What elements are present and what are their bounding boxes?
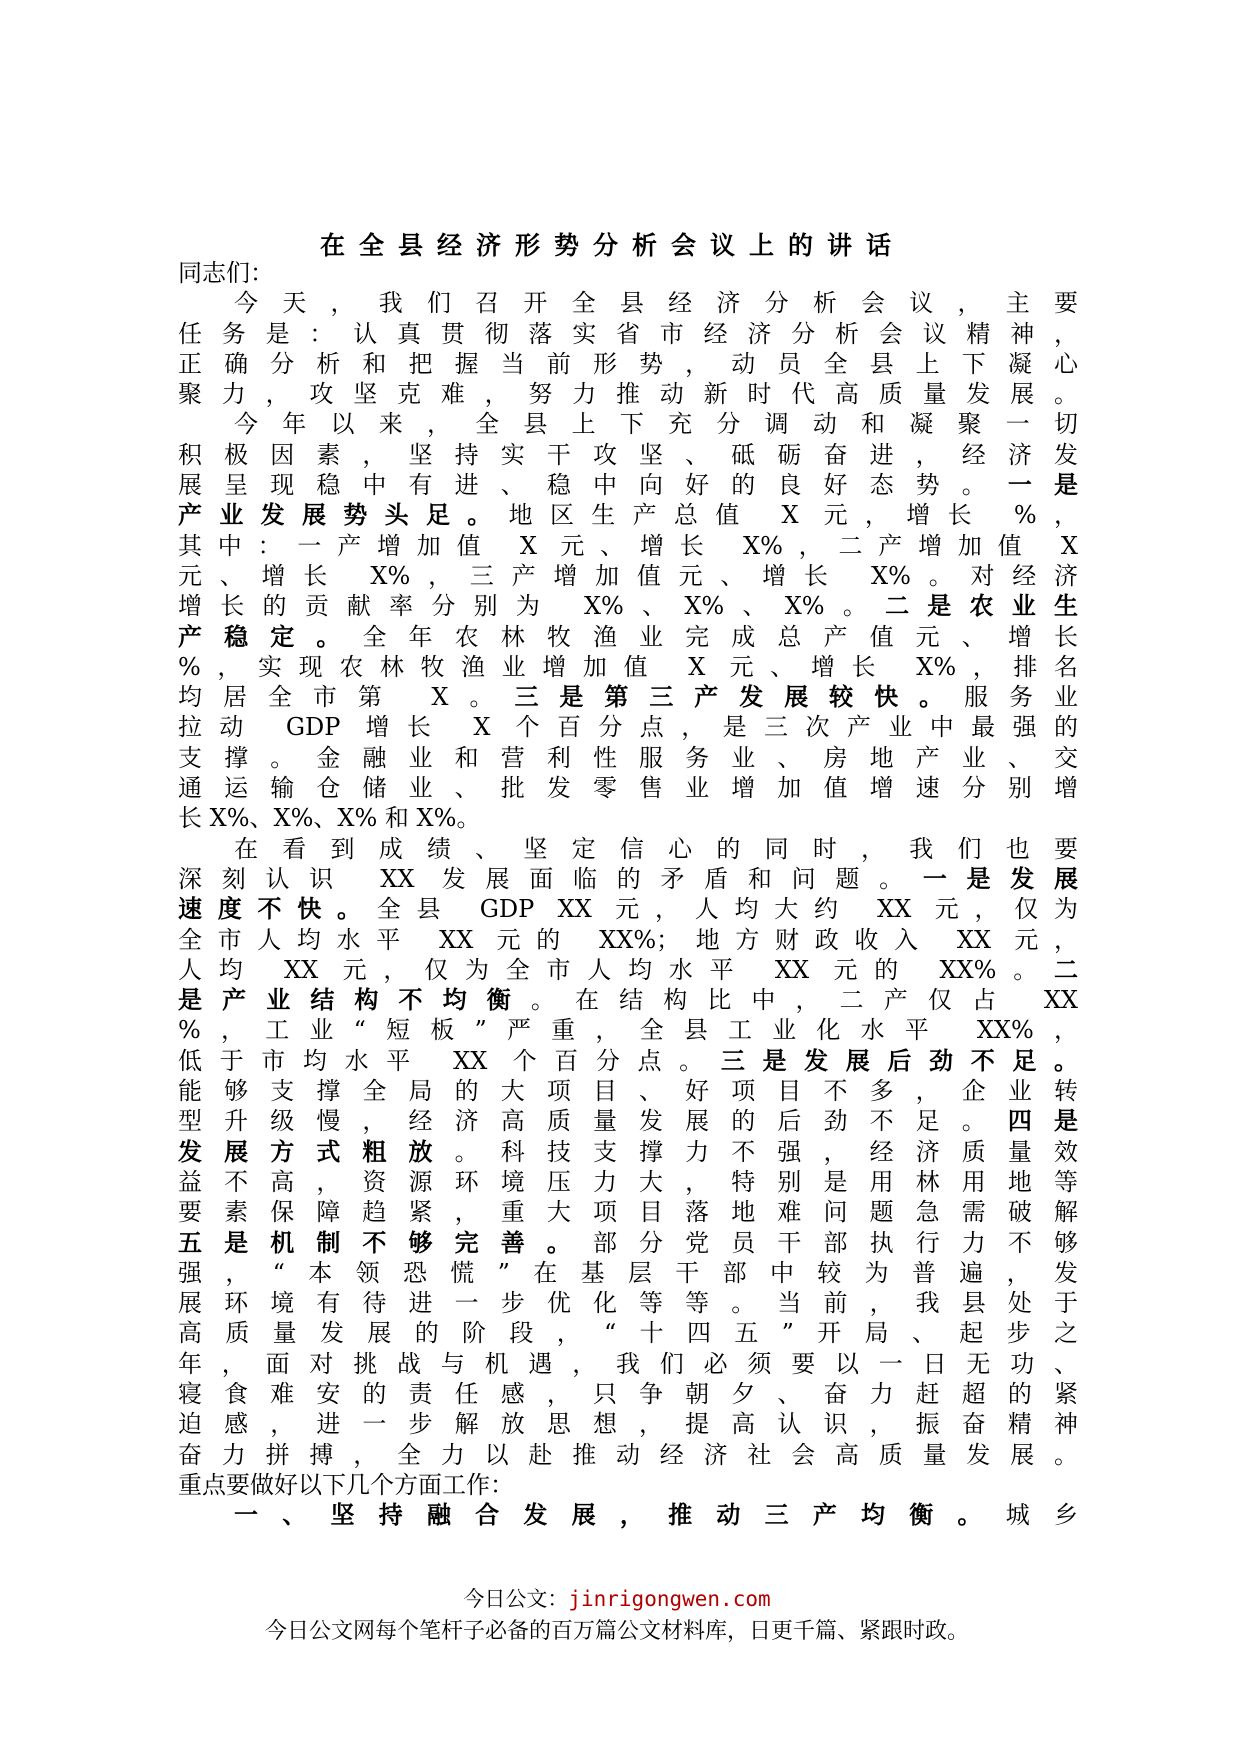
bold-text-segment: 五是机制不够完善。	[178, 1227, 593, 1257]
body-line	[178, 652, 1078, 682]
text-segment: 在看到成绩、坚定信心的同时，我们也要	[234, 834, 1078, 863]
body-line	[178, 1349, 1078, 1379]
text-segment: 拉动 GDP 增长 X 个百分点，是三次产业中最强的	[178, 713, 1078, 742]
text-segment: 元、增长 X%，三产增加值元、增长 X%。对经济	[178, 561, 1078, 590]
body-line	[178, 319, 1078, 349]
text-segment: 。科技支撑力不强，经济质量效	[454, 1137, 1078, 1166]
body-line	[178, 1318, 1078, 1348]
body-line	[178, 803, 1078, 833]
body-line	[178, 1106, 1078, 1136]
text-segment: 通运输仓储业、批发零售业增加值增速分别增	[178, 774, 1078, 803]
document-title: 在全县经济形势分析会议上的讲话	[320, 231, 906, 260]
body-line	[178, 561, 1078, 591]
text-segment: 地区生产总值 X 元，增长 %，	[508, 501, 1078, 530]
body-line	[178, 1137, 1078, 1167]
body-line	[178, 1409, 1078, 1439]
text-segment: 展呈现稳中有进、稳中向好的良好态势。	[178, 471, 1008, 500]
body-line	[178, 622, 1078, 652]
text-segment: 益不高，资源环境压力大，特别是用林用地等	[178, 1167, 1078, 1196]
body-line	[178, 1015, 1078, 1045]
bold-text-segment: 发展方式粗放	[178, 1136, 455, 1166]
bold-text-segment: 一是发展	[922, 863, 1078, 893]
text-segment: 聚力，攻坚克难，努力推动新时代高质量发展。	[178, 380, 1078, 409]
text-segment: 正确分析和把握当前形势，动员全县上下凝心	[178, 349, 1078, 378]
body-line	[178, 1470, 1078, 1500]
text-segment: 积极因素，坚持实干攻坚、砥砺奋进，经济发	[178, 440, 1078, 469]
text-segment: 今天，我们召开全县经济分析会议，主要	[234, 289, 1078, 318]
body-line	[178, 682, 1078, 712]
bold-text-segment: 三是第三产发展较快。	[514, 682, 965, 712]
bold-text-segment: 三是发展后劲不足。	[720, 1045, 1078, 1075]
text-segment: 寝食难安的责任感，只争朝夕、奋力赶超的紧	[178, 1379, 1078, 1408]
text-segment: 长 X%、X%、X% 和 X%。	[178, 804, 481, 833]
body-line	[178, 1288, 1078, 1318]
body-line	[178, 1076, 1078, 1106]
text-segment: 服务业	[964, 683, 1078, 712]
text-segment: 展环境有待进一步优化等等。当前，我县处于	[178, 1289, 1078, 1318]
body-line	[178, 1167, 1078, 1197]
body-line	[178, 500, 1078, 530]
text-segment: 全县 GDP XX 元，人均大约 XX 元，仅为	[376, 895, 1078, 924]
bold-text-segment: 四是	[1007, 1106, 1078, 1136]
text-segment: 。在结构比中，二产仅占 XX	[530, 986, 1078, 1015]
bold-text-segment: 产稳定。	[178, 621, 363, 651]
body-line	[178, 894, 1078, 924]
bold-text-segment: 产业发展势头足。	[178, 500, 509, 530]
bold-text-segment: 二	[1054, 954, 1078, 984]
text-segment: %，实现农林牧渔业增加值 X 元、增长 X%，排名	[178, 652, 1078, 681]
bold-text-segment: 一、坚持融合发展，推动三产均衡。	[234, 1500, 1006, 1530]
body-line	[178, 1379, 1078, 1409]
body-line	[178, 349, 1078, 379]
text-segment: 均居全市第 X。	[178, 683, 515, 712]
text-segment: 奋力拼搏，全力以赴推动经济社会高质量发展。	[178, 1440, 1078, 1469]
body-line	[178, 531, 1078, 561]
text-segment: 要素保障趋紧，重大项目落地难问题急需破解	[178, 1198, 1078, 1227]
text-segment: 人均 XX 元，仅为全市人均水平 XX 元的 XX%。	[178, 955, 1054, 984]
text-segment: %，工业“短板”严重，全县工业化水平 XX%，	[178, 1016, 1078, 1045]
document-body	[178, 258, 1078, 1530]
body-line	[178, 379, 1078, 409]
body-line	[178, 258, 1078, 288]
bold-text-segment: 是产业结构不均衡	[178, 985, 531, 1015]
body-line	[178, 409, 1078, 439]
text-segment: 年，面对挑战与机遇，我们必须要以一日无功、	[178, 1349, 1078, 1378]
body-line	[178, 743, 1078, 773]
bold-text-segment: 速度不快。	[178, 894, 377, 924]
body-line	[178, 773, 1078, 803]
text-segment: 高质量发展的阶段，“十四五”开局、起步之	[178, 1319, 1078, 1348]
text-segment: 重点要做好以下几个方面工作：	[178, 1470, 514, 1499]
body-line	[178, 985, 1078, 1015]
body-line	[178, 864, 1078, 894]
text-segment: 部分党员干部执行力不够	[592, 1228, 1078, 1257]
body-line	[178, 955, 1078, 985]
body-line	[178, 288, 1078, 318]
text-segment: 任务是：认真贯彻落实省市经济分析会议精神，	[178, 319, 1078, 348]
bold-text-segment: 一是	[1007, 470, 1078, 500]
body-line	[178, 712, 1078, 742]
body-line	[178, 925, 1078, 955]
text-segment: 城乡	[1005, 1501, 1078, 1530]
text-segment: 同志们：	[178, 259, 274, 287]
footer-site-url[interactable]: jinrigongwen.com	[568, 1587, 771, 1611]
text-segment: 迫感，进一步解放思想，提高认识，振奋精神	[178, 1410, 1078, 1439]
body-line	[178, 470, 1078, 500]
text-segment: 支撑。金融业和营利性服务业、房地产业、交	[178, 743, 1078, 772]
text-segment: 强，“本领恐慌”在基层干部中较为普遍，发	[178, 1258, 1078, 1287]
footer-slogan: 今日公文网每个笔杆子必备的百万篇公文材料库，日更千篇、紧跟时政。	[264, 1619, 969, 1644]
body-line	[178, 591, 1078, 621]
body-line	[178, 1197, 1078, 1227]
text-segment: 深刻认识 XX 发展面临的矛盾和问题。	[178, 864, 923, 893]
body-line	[178, 1046, 1078, 1076]
text-segment: 型升级慢，经济高质量发展的后劲不足。	[178, 1107, 1008, 1136]
body-line	[178, 440, 1078, 470]
body-line	[178, 1440, 1078, 1470]
footer-site-label: 今日公文：	[463, 1587, 569, 1611]
bold-text-segment: 二是农业生	[885, 591, 1078, 621]
text-segment: 增长的贡献率分别为 X%、X%、X%。	[178, 592, 886, 621]
text-segment: 今年以来，全县上下充分调动和凝聚一切	[234, 410, 1078, 439]
text-segment: 其中：一产增加值 X 元、增长 X%，二产增加值 X	[178, 531, 1078, 560]
text-segment: 能够支撑全局的大项目、好项目不多，企业转	[178, 1077, 1078, 1106]
body-line	[178, 834, 1078, 864]
body-line	[178, 1500, 1078, 1530]
text-segment: 全市人均水平 XX 元的 XX%；地方财政收入 XX 元，	[178, 925, 1078, 954]
body-line	[178, 1228, 1078, 1258]
text-segment: 低于市均水平 XX 个百分点。	[178, 1046, 721, 1075]
footer-site-line	[0, 1583, 1234, 1613]
text-segment: 全年农林牧渔业完成总产值元、增长	[362, 622, 1078, 651]
body-line	[178, 1258, 1078, 1288]
